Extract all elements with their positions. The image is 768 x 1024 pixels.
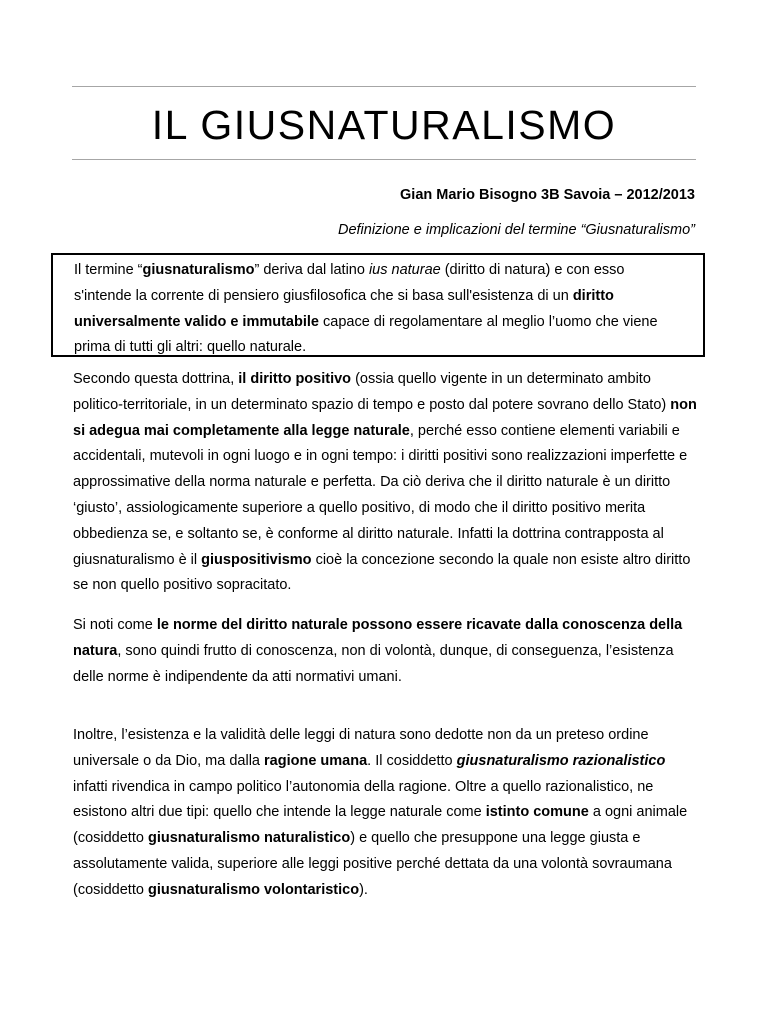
bold-term: giuspositivismo	[201, 551, 312, 568]
text-span: a ogni animale (cosiddetto	[73, 804, 688, 847]
paragraph-text	[73, 723, 697, 904]
definition-paragraph	[74, 258, 683, 361]
bottom-divider	[72, 159, 696, 160]
text-span: , sono quindi frutto di conoscenza, non di volontà, dunque, di conseguenza, l’esistenza delle norme è indipendente da atti normativi umani.	[73, 642, 674, 685]
italic-term: ius naturae	[368, 262, 441, 278]
bold-term: giusnaturalismo	[142, 262, 255, 278]
text-span: , perché esso contiene elementi variabili e accidentali, mutevoli in ogni luogo e in ogni tempo: i diritti positivi sono realizzazioni imperfette e approssimative della norma naturale e perfetta. Da ciò deriva che il diritto naturale è un diritto ‘giusto’, assiologicamente superiore a quello positivo, di modo che il diritto positivo merita obbedienza se, e soltanto se, è conforme al diritto naturale. Infatti la dottrina contrapposta al giusnaturalismo è il	[73, 422, 688, 568]
bold-term: giusnaturalismo volontaristico	[147, 881, 360, 898]
paragraph-text	[73, 613, 697, 690]
top-divider	[72, 86, 696, 87]
text-span: ) e quello che presuppone una legge giusta e assolutamente valida, superiore alle leggi positive perché dettata da una volontà sovraumana (cosiddetto	[73, 830, 672, 898]
document-title: IL GIUSNATURALISMO	[151, 102, 617, 148]
author-line: Gian Mario Bisogno 3B Savoia – 2012/2013	[400, 187, 695, 203]
document-subtitle: Definizione e implicazioni del termine “Giusnaturalismo”	[337, 222, 695, 238]
bold-term: giusnaturalismo naturalistico	[147, 830, 351, 847]
paragraph-types	[73, 723, 697, 904]
paragraph-natural-norms	[73, 613, 697, 690]
bold-italic-term: giusnaturalismo razionalistico	[456, 752, 666, 769]
text-span: . Il cosiddetto	[367, 752, 457, 769]
bold-term: ragione umana	[264, 752, 368, 769]
paragraph-text	[73, 367, 697, 599]
bold-term: istinto comune	[485, 804, 589, 821]
bold-term: le norme del diritto naturale possono essere ricavate dalla conoscenza della natura	[73, 617, 683, 659]
text-span: Secondo questa dottrina,	[73, 371, 239, 387]
paragraph-positive-law	[73, 367, 697, 599]
text-span: infatti rivendica in campo politico l’autonomia della ragione. Oltre a quello razionalistico, ne esistono altri due tipi: quello che intende la legge naturale come	[73, 778, 654, 821]
text-span: ).	[359, 881, 368, 898]
text-span: ” deriva dal latino	[254, 262, 369, 278]
bold-term: il diritto positivo	[238, 371, 352, 387]
text-span: Il termine “	[74, 262, 143, 278]
text-span: cioè la concezione secondo la quale non esiste altro diritto se non quello positivo sopracitato.	[73, 551, 691, 594]
text-span: Si noti come	[73, 617, 157, 633]
text-span: (diritto di natura) e con esso s'intende la corrente di pensiero giusfilosofica che si basa sull'esistenza di un	[74, 262, 625, 304]
text-span: Inoltre, l’esistenza e la validità delle leggi di natura sono dedotte non da un preteso ordine universale o da Dio, ma dalla	[73, 727, 649, 769]
text-span: (ossia quello vigente in un determinato ambito politico-territoriale, in un determinato spazio di tempo e posto dal potere sovrano dello Stato)	[73, 371, 671, 413]
bold-term: diritto universalmente valido e immutabile	[74, 287, 614, 330]
text-span: capace di regolamentare al meglio l’uomo che viene prima di tutti gli altri: quello naturale.	[74, 313, 658, 356]
bold-term: non si adegua mai completamente alla legge naturale	[73, 396, 697, 439]
definition-box	[51, 253, 705, 357]
